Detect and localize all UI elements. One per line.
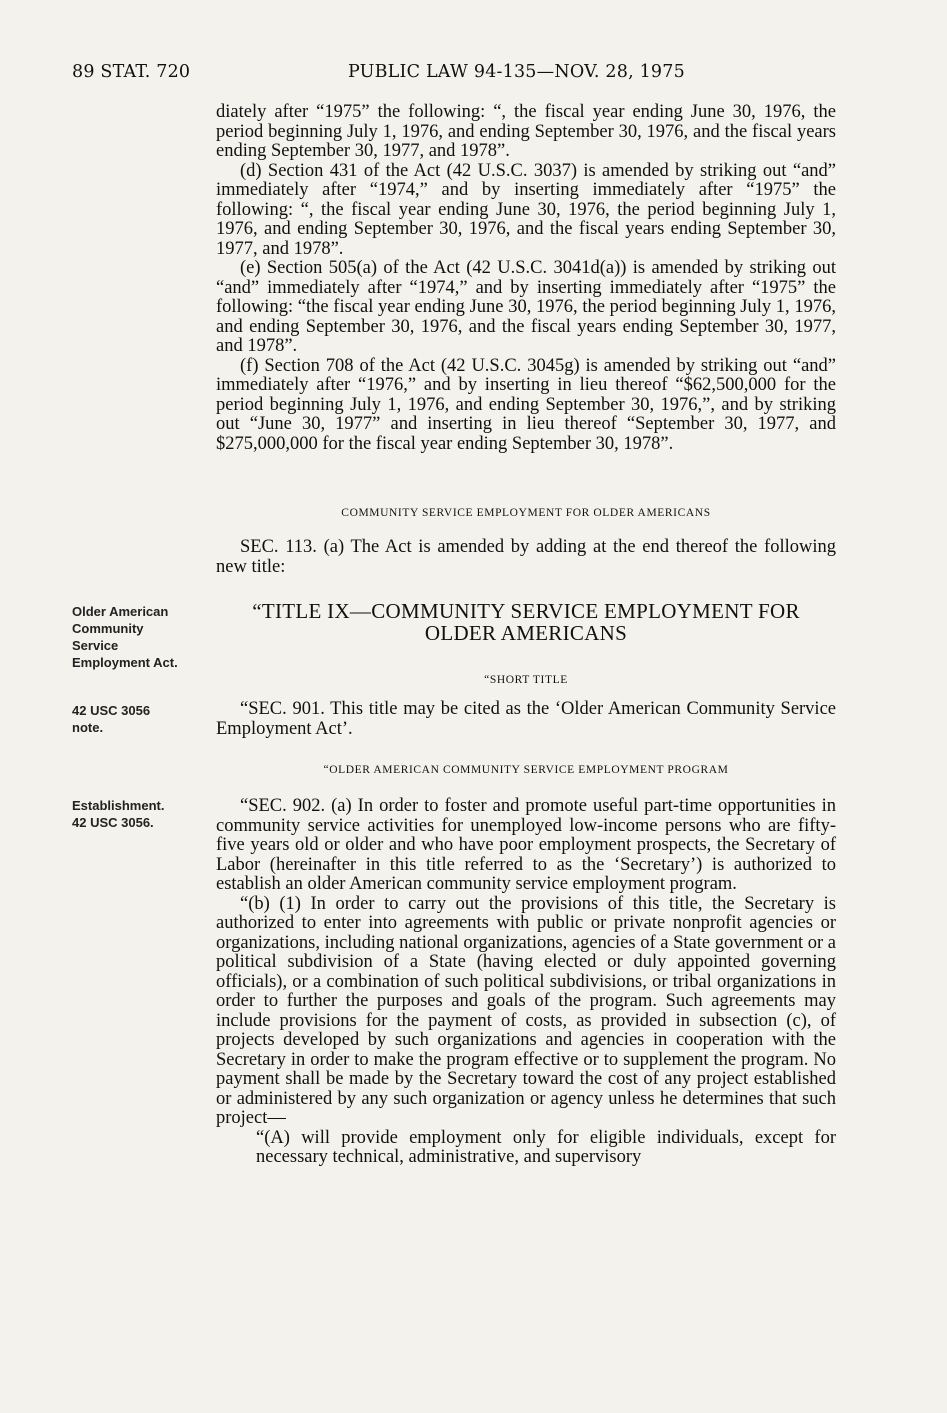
margin-note-line: Employment Act. — [72, 655, 178, 670]
title-line-1: “TITLE IX—COMMUNITY SERVICE EMPLOYMENT FOR — [252, 599, 800, 623]
paragraph-fiscal-years: diately after “1975” the following: “, the fiscal year ending June 30, 1976, the period beginning July 1, 1976, and ending September 30, 1976, and the fiscal years ending September 30, 1977, and 1978”. — [216, 102, 836, 161]
paragraph-subsection-e: (e) Section 505(a) of the Act (42 U.S.C. 3041d(a)) is amended by striking out “and” immediately after “1974,” and by inserting immediately after “1975” the following: “the fiscal year ending June 30, 1976, the period beginning July 1, 1976, and ending September 30, 1976, and the fiscal years ending September 30, 1977, and 1978”. — [216, 258, 836, 356]
margin-note-line: Older American — [72, 604, 169, 619]
margin-note-line: note. — [72, 720, 104, 735]
body-section-113 — [216, 538, 836, 577]
heading-short-title: “SHORT TITLE — [484, 674, 568, 686]
title-line-2: OLDER AMERICANS — [424, 621, 628, 645]
page-number-header: 89 STAT. 720 — [72, 62, 191, 82]
margin-note-line: 42 USC 3056. — [72, 815, 154, 830]
margin-note-line: Community — [72, 621, 144, 636]
margin-note-line: Service — [72, 638, 119, 653]
paragraph-subsection-d: (d) Section 431 of the Act (42 U.S.C. 3037) is amended by striking out “and” immediately after “1974,” and by inserting immediately after “1975” the following: “, the fiscal year ending June 30, 1976, the period beginning July 1, 1976, and ending September 30, 1976, and the fiscal years ending September 30, 1977, and 1978”. — [216, 160, 836, 259]
margin-note-line: Establishment. — [72, 798, 165, 813]
margin-note-usc-3056-note — [72, 702, 202, 736]
running-header: PUBLIC LAW 94-135—NOV. 28, 1975 — [348, 62, 685, 82]
body-section-amendments — [216, 103, 836, 454]
paragraph-sec-902-b: “(b) (1) In order to carry out the provisions of this title, the Secretary is authorized to enter into agreements with public or private nonprofit agencies or organizations, including national organizations, agencies of a State government or a political subdivision of a State (having elected or duly appointed governing officials), or a combination of such political subdivisions, or tribal organizations in order to further the purposes and goals of the program. Such agreements may include provisions for the payment of costs, as provided in subsection (c), of projects developed by such organizations and agencies in cooperation with the Secretary in order to make the program effective or to supplement the program. No payment shall be made by the Secretary toward the cost of any project established or administered by any such organization or agency unless he determines that such project— — [216, 893, 836, 1128]
paragraph-subsection-f: (f) Section 708 of the Act (42 U.S.C. 3045g) is amended by striking out “and” immediately after “1976,” and by inserting in lieu thereof “$62,500,000 for the period beginning July 1, 1976, and ending September 30, 1976,”, and by striking out “June 30, 1977” and inserting in lieu thereof “September 30, 1977, and $275,000,000 for the fiscal year ending September 30, 1978”. — [216, 355, 836, 454]
title-ix-heading — [216, 600, 836, 644]
margin-note-older-american-act — [72, 603, 202, 671]
paragraph-sec-113: SEC. 113. (a) The Act is amended by adding at the end thereof the following new title: — [216, 537, 836, 577]
body-section-902 — [216, 797, 836, 1168]
margin-note-establishment — [72, 797, 202, 831]
section-heading-community-service: COMMUNITY SERVICE EMPLOYMENT FOR OLDER AMERICANS — [341, 507, 711, 519]
paragraph-sec-901: “SEC. 901. This title may be cited as the ‘Older American Community Service Employment Act’. — [216, 699, 836, 739]
body-section-901 — [216, 700, 836, 739]
paragraph-sec-902-a: “SEC. 902. (a) In order to foster and promote useful part-time opportunities in community service activities for unemployed low-income persons who are fifty-five years old or older and who have poor employment prospects, the Secretary of Labor (hereinafter in this title referred to as the ‘Secretary’) is authorized to establish an older American community service employment program. — [216, 796, 836, 894]
margin-note-line: 42 USC 3056 — [72, 703, 151, 718]
heading-employment-program: “OLDER AMERICAN COMMUNITY SERVICE EMPLOYMENT PROGRAM — [323, 764, 729, 776]
paragraph-sec-902-b-A: “(A) will provide employment only for eligible individuals, except for necessary technical, administrative, and supervisory — [256, 1127, 836, 1167]
